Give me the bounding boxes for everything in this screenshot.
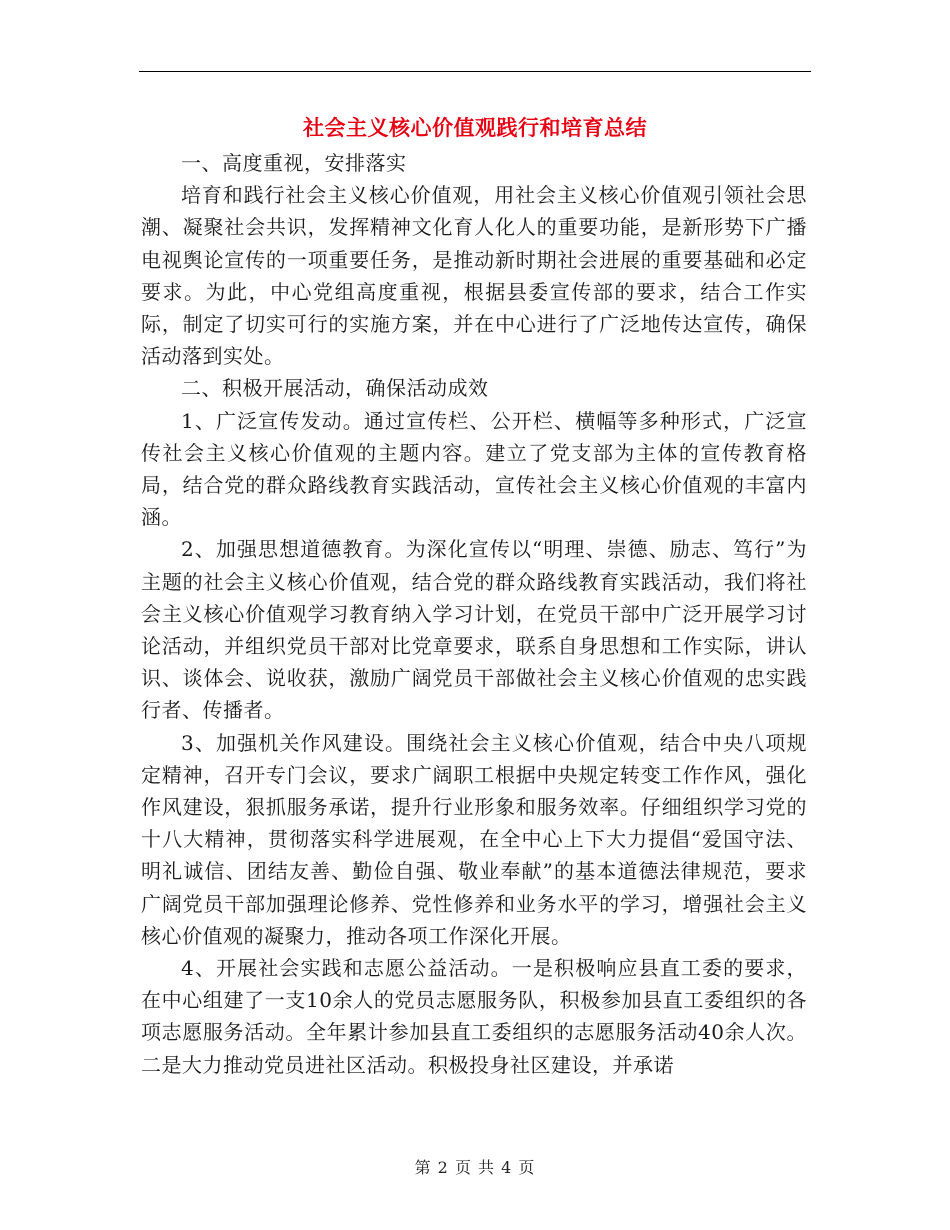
section-heading-2: 二、积极开展活动，确保活动成效 [181,376,489,401]
section-heading-1: 一、高度重视，安排落实 [181,151,407,175]
paragraph-item-2: 2、加强思想道德教育。为深化宣传以“明理、崇德、励志、笃行”为主题的社会主义核心价值观，结合党的群众路线教育实践活动，我们将社会主义核心价值观学习教育纳入学习计划，在党员干部中广泛开展学习讨论活动，并组织党员干部对比党章要求，联系自身思想和工作实际，讲认识、谈体会、说收获，激励广阔党员干部做社会主义核心价值观的忠实践行者、传播者。 [141,537,807,723]
paragraph-intro: 培育和践行社会主义核心价值观，用社会主义核心价值观引领社会思潮、凝聚社会共识，发挥精神文化育人化人的重要功能，是新形势下广播电视舆论宣传的一项重要任务，是推动新时期社会进展的重要基础和必定要求。为此，中心党组高度重视，根据县委宣传部的要求，结合工作实际，制定了切实可行的实施方案，并在中心进行了广泛地传达宣传，确保活动落到实处。 [141,183,807,369]
paragraph-item-4: 4、开展社会实践和志愿公益活动。一是积极响应县直工委的要求，在中心组建了一支10余人的党员志愿服务队，积极参加县直工委组织的各项志愿服务活动。全年累计参加县直工委组织的志愿服务活动40余人次。二是大力推动党员进社区活动。积极投身社区建设，并承诺 [141,956,807,1077]
paragraph-item-3: 3、加强机关作风建设。围绕社会主义核心价值观，结合中央八项规定精神，召开专门会议，要求广阔职工根据中央规定转变工作作风，强化作风建设，狠抓服务承诺，提升行业形象和服务效率。仔细组织学习党的十八大精神，贯彻落实科学进展观，在全中心上下大力提倡“爱国守法、明礼诚信、团结友善、勤俭自强、敬业奉献”的基本道德法律规范，要求广阔党员干部加强理论修养、党性修养和业务水平的学习，增强社会主义核心价值观的凝聚力，推动各项工作深化开展。 [141,730,807,948]
document-title: 社会主义核心价值观践行和培育总结 [303,116,647,140]
document-body [141,147,807,1081]
header-rule [139,71,811,72]
paragraph-item-1: 1、广泛宣传发动。通过宣传栏、公开栏、横幅等多种形式，广泛宣传社会主义核心价值观的主题内容。建立了党支部为主体的宣传教育格局，结合党的群众路线教育实践活动，宣传社会主义核心价值观的丰富内涵。 [141,408,807,530]
page-number-footer: 第 2 页 共 4 页 [414,1158,536,1177]
